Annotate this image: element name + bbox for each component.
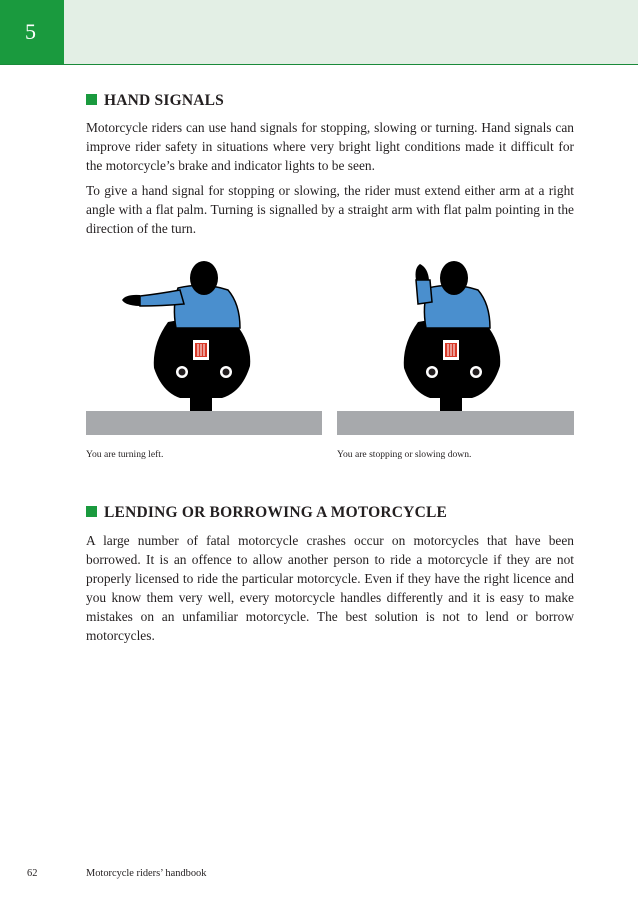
road-strip-left: [86, 411, 322, 435]
square-bullet-icon: [86, 506, 97, 517]
hand-signals-paragraph-1: Motorcycle riders can use hand signals for stopping, slowing or turning. Hand signals can improve rider safety in situations where very bright light conditions made it difficult for the motorcycle’s brake and indicator lights to be seen.: [86, 120, 574, 173]
page-number: 62: [27, 868, 38, 879]
footer-title: Motorcycle riders’ handbook: [86, 868, 207, 879]
rider-icon: [416, 261, 491, 328]
lending-heading-text: LENDING OR BORROWING A MOTORCYCLE: [104, 504, 448, 521]
chapter-tab: [0, 0, 64, 64]
caption-turning-left: You are turning left.: [86, 449, 164, 460]
lending-paragraph: A large number of fatal motorcycle crashes occur on motorcycles that have been borrowed. It is an offence to allow another person to ride a motorcycle if they are not properly licensed to ride the particular motorcycle. Even if they have the right licence and you know them very well, every motorcycle handles differently and it is easy to make mistakes on an unfamiliar motorcycle. The best solution is not to lend or borrow motorcycles.: [86, 533, 574, 643]
chapter-number: 5: [25, 19, 36, 44]
motorcycle-icon: [404, 318, 500, 424]
road-strip-right: [337, 411, 574, 435]
hand-signals-paragraph-2: To give a hand signal for stopping or slowing, the rider must extend either arm at a right angle with a flat palm. Turning is signalled by a straight arm with flat palm pointing in the direction of the turn.: [86, 183, 574, 236]
motorcycle-icon: [154, 318, 250, 424]
rider-stopping-illustration: [368, 258, 508, 430]
hand-signals-heading-text: HAND SIGNALS: [104, 92, 224, 109]
header-band: [0, 0, 638, 65]
lending-heading: [86, 504, 447, 522]
rider-turning-left-illustration: [118, 258, 258, 430]
rider-icon: [122, 261, 240, 328]
square-bullet-icon: [86, 94, 97, 105]
hand-signals-heading: [86, 92, 224, 110]
caption-stopping: You are stopping or slowing down.: [337, 449, 472, 460]
